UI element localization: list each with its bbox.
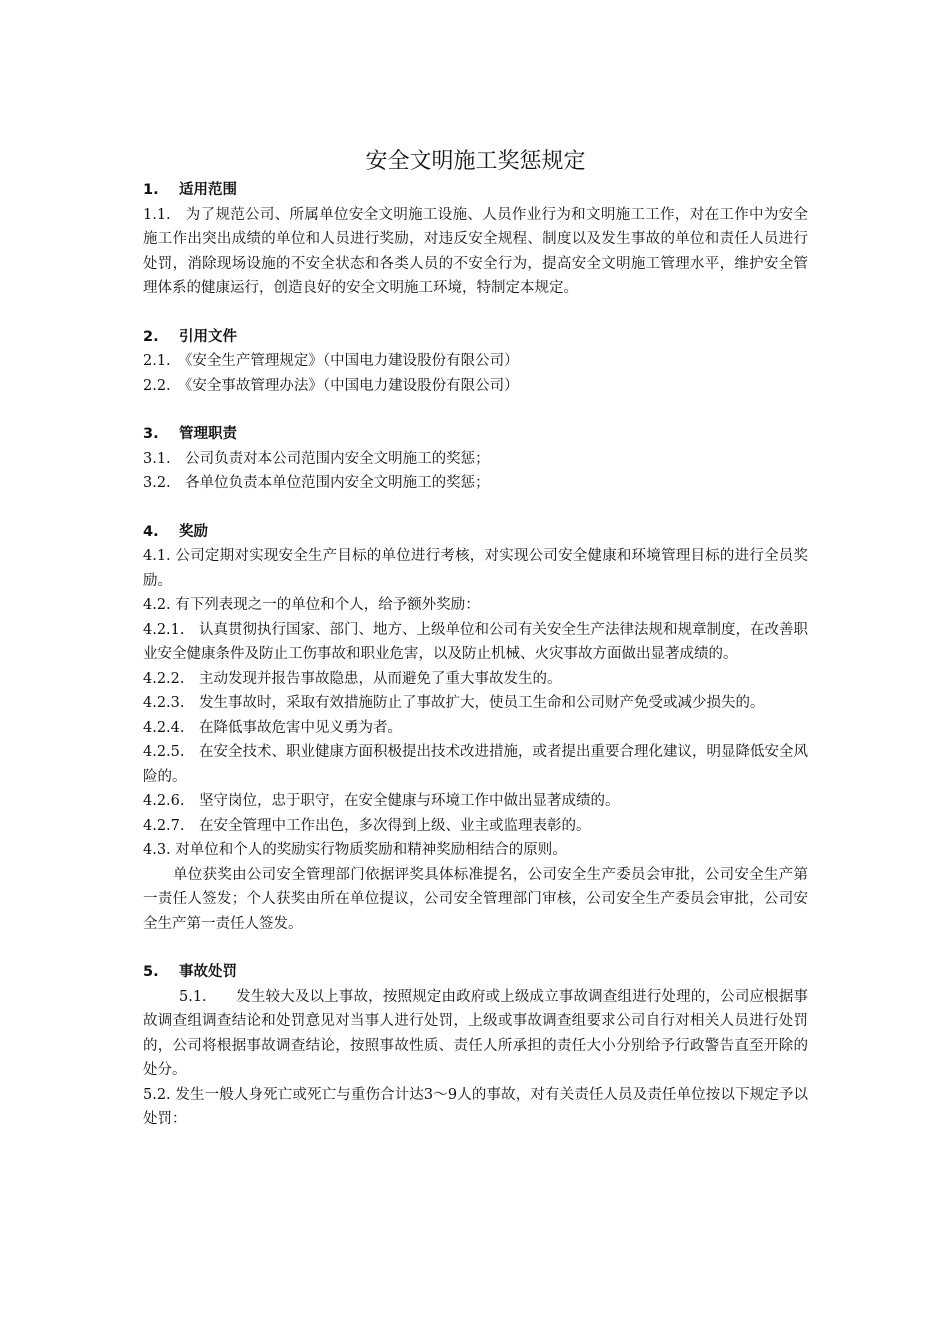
- paragraph: 2.1. 《安全生产管理规定》（中国电力建设股份有限公司）: [143, 353, 519, 369]
- section-number: 2.: [143, 328, 159, 345]
- section-heading: [143, 178, 808, 203]
- section-heading: [143, 422, 808, 447]
- section-heading: [143, 520, 808, 545]
- paragraph: 4.3. 对单位和个人的奖励实行物质奖励和精神奖励相结合的原则。: [143, 842, 567, 858]
- paragraph: 4.2.5. 在安全技术、职业健康方面积极提出技术改进措施，或者提出重要合理化建议，明显降低安全风险的。: [143, 744, 808, 785]
- section-number: 3.: [143, 426, 159, 442]
- section-heading: [143, 325, 808, 350]
- paragraph: 4.1. 公司定期对实现安全生产目标的单位进行考核，对实现公司安全健康和环境管理目标的进行全员奖励。: [143, 548, 808, 589]
- section-number: 1.: [143, 182, 159, 198]
- paragraph: 4.2.4. 在降低事故危害中见义勇为者。: [143, 719, 403, 736]
- document-body: [143, 146, 808, 1132]
- document-title: 安全文明施工奖惩规定: [365, 149, 586, 174]
- section-title: 适用范围: [179, 182, 237, 198]
- paragraph: 2.2. 《安全事故管理办法》（中国电力建设股份有限公司）: [143, 377, 519, 394]
- paragraph: 4.2.2. 主动发现并报告事故隐患，从而避免了重大事故发生的。: [143, 670, 562, 687]
- paragraph: 1.1. 为了规范公司、所属单位安全文明施工设施、人员作业行为和文明施工工作，对在工作中为安全施工作出突出成绩的单位和人员进行奖励，对违反安全规程、制度以及发生事故的单位和责任人员进行处罚，消除现场设施的不安全状态和各类人员的不安全行为，提高安全文明施工管理水平，维护安全管理体系的健康运行，创造良好的安全文明施工环境，特制定本规定。: [143, 206, 808, 296]
- paragraph: 4.2.6. 坚守岗位，忠于职守，在安全健康与环境工作中做出显著成绩的。: [143, 793, 620, 809]
- paragraph: 3.1. 公司负责对本公司范围内安全文明施工的奖惩；: [143, 450, 490, 467]
- paragraph: 4.2.3. 发生事故时，采取有效措施防止了事故扩大，使员工生命和公司财产免受或减少损失的。: [143, 695, 765, 711]
- section-number: 4.: [143, 523, 159, 540]
- section-heading: [143, 960, 808, 985]
- section-title: 引用文件: [179, 328, 237, 345]
- paragraph: 3.2. 各单位负责本单位范围内安全文明施工的奖惩；: [143, 475, 490, 491]
- section-title: 奖励: [179, 523, 208, 540]
- section-title: 管理职责: [179, 426, 237, 442]
- paragraph: 4.2.7. 在安全管理中工作出色，多次得到上级、业主或监理表彰的。: [143, 817, 591, 834]
- section-number: 5.: [143, 964, 159, 980]
- paragraph: 4.2. 有下列表现之一的单位和个人，给予额外奖励：: [143, 597, 480, 613]
- section-title: 事故处罚: [179, 964, 237, 980]
- paragraph: 5.2. 发生一般人身死亡或死亡与重伤合计达3～9人的事故，对有关责任人员及责任单位按以下规定予以处罚：: [143, 1086, 808, 1127]
- paragraph-indented: 5.1. 发生较大及以上事故，按照规定由政府或上级成立事故调查组进行处理的，公司应根据事故调查组调查结论和处罚意见对当事人进行处罚，上级或事故调查组要求公司自行对相关人员进行处罚的，公司将根据事故调查结论，按照事故性质、责任人所承担的责任大小分别给予行政警告直至开除的处分。: [143, 988, 808, 1078]
- paragraph: 4.2.1. 认真贯彻执行国家、部门、地方、上级单位和公司有关安全生产法律法规和规章制度，在改善职业安全健康条件及防止工伤事故和职业危害，以及防止机械、火灾事故方面做出显著成绩的。: [143, 621, 808, 662]
- paragraph-indented: 单位获奖由公司安全管理部门依据评奖具体标准提名，公司安全生产委员会审批，公司安全生产第一责任人签发；个人获奖由所在单位提议，公司安全管理部门审核，公司安全生产委员会审批，公司安全生产第一责任人签发。: [143, 866, 808, 932]
